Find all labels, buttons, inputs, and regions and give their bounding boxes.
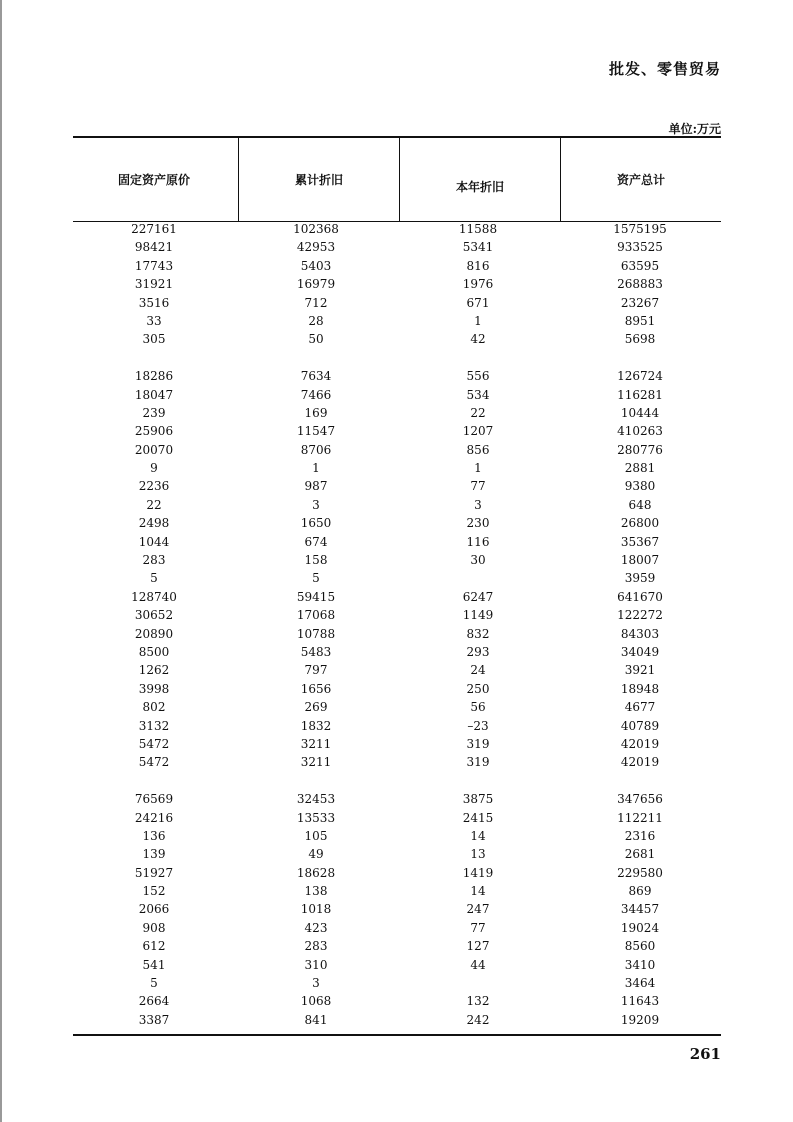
annual-depreciation-cell: 3875 bbox=[462, 792, 494, 807]
table-row bbox=[73, 992, 721, 1010]
total-assets-cell: 2681 bbox=[624, 847, 656, 862]
original-value-cell: 5 bbox=[150, 976, 158, 991]
accumulated-depreciation-cell: 42953 bbox=[296, 240, 336, 255]
total-assets-cell: 869 bbox=[628, 884, 652, 899]
total-assets-cell: 84303 bbox=[620, 626, 660, 641]
accumulated-depreciation-cell: 3 bbox=[312, 497, 320, 512]
annual-depreciation-cell: 2415 bbox=[462, 810, 494, 825]
page-left-edge bbox=[0, 0, 2, 1122]
total-assets-cell: 63595 bbox=[620, 258, 660, 273]
table-row bbox=[73, 312, 721, 330]
accumulated-depreciation-cell: 102368 bbox=[293, 222, 339, 236]
total-assets-cell: 2881 bbox=[624, 461, 656, 476]
accumulated-depreciation-cell: 169 bbox=[304, 405, 328, 420]
accumulated-depreciation-cell: 310 bbox=[304, 957, 328, 972]
original-value-cell: 98421 bbox=[134, 240, 174, 255]
table-row bbox=[73, 680, 721, 698]
accumulated-depreciation-cell: 59415 bbox=[296, 589, 336, 604]
table-row bbox=[73, 900, 721, 918]
original-value-cell: 30652 bbox=[134, 608, 174, 623]
original-value-cell: 3387 bbox=[138, 1012, 170, 1027]
total-assets-cell: 229580 bbox=[617, 865, 663, 880]
annual-depreciation-cell: 247 bbox=[466, 902, 490, 917]
table-row bbox=[73, 496, 721, 514]
annual-depreciation-cell: 116 bbox=[466, 534, 490, 549]
total-assets-cell bbox=[559, 772, 721, 790]
original-value-cell: 227161 bbox=[131, 222, 177, 236]
original-value-cell: 128740 bbox=[131, 589, 177, 604]
accumulated-depreciation-cell: 674 bbox=[304, 534, 328, 549]
annual-depreciation-cell: 3 bbox=[474, 497, 482, 512]
original-value-cell: 283 bbox=[142, 553, 166, 568]
table-row bbox=[73, 606, 721, 624]
accumulated-depreciation-cell: 269 bbox=[304, 700, 328, 715]
original-value-cell: 9 bbox=[150, 461, 158, 476]
accumulated-depreciation-cell: 1656 bbox=[300, 681, 332, 696]
table-row bbox=[73, 404, 721, 422]
total-assets-cell: 641670 bbox=[617, 589, 663, 604]
accumulated-depreciation-cell: 1650 bbox=[300, 516, 332, 531]
annual-depreciation-cell: 14 bbox=[470, 828, 486, 843]
annual-depreciation-cell: 42 bbox=[470, 332, 486, 347]
total-assets-cell bbox=[559, 349, 721, 367]
total-assets-cell: 42019 bbox=[620, 755, 660, 770]
table-bottom-rule bbox=[73, 1034, 721, 1036]
table-row bbox=[73, 790, 721, 808]
accumulated-depreciation-cell: 5483 bbox=[300, 644, 332, 659]
annual-depreciation-cell: 319 bbox=[466, 736, 490, 751]
original-value-cell: 5 bbox=[150, 571, 158, 586]
original-value-cell: 305 bbox=[142, 332, 166, 347]
original-value-cell bbox=[73, 772, 235, 790]
annual-depreciation-cell: 1419 bbox=[462, 865, 494, 880]
table-row bbox=[73, 386, 721, 404]
annual-depreciation-cell bbox=[397, 974, 559, 992]
annual-depreciation-cell: 293 bbox=[466, 644, 490, 659]
annual-depreciation-cell: 319 bbox=[466, 755, 490, 770]
original-value-cell: 76569 bbox=[134, 792, 174, 807]
table-row bbox=[73, 882, 721, 900]
table-row bbox=[73, 349, 721, 367]
total-assets-cell: 26800 bbox=[620, 516, 660, 531]
accumulated-depreciation-cell: 423 bbox=[304, 920, 328, 935]
annual-depreciation-cell: 11588 bbox=[458, 222, 498, 236]
table-row bbox=[73, 330, 721, 348]
accumulated-depreciation-cell: 841 bbox=[304, 1012, 328, 1027]
accumulated-depreciation-cell: 18628 bbox=[296, 865, 336, 880]
original-value-cell: 22 bbox=[146, 497, 162, 512]
annual-depreciation-cell: 1976 bbox=[462, 277, 494, 292]
original-value-cell: 33 bbox=[146, 313, 162, 328]
section-title: 批发、零售贸易 bbox=[608, 60, 721, 78]
table-row bbox=[73, 919, 721, 937]
annual-depreciation-cell: 132 bbox=[466, 994, 490, 1009]
total-assets-cell: 34049 bbox=[620, 644, 660, 659]
column-header-original-value: 固定资产原价 bbox=[117, 173, 190, 187]
accumulated-depreciation-cell: 13533 bbox=[296, 810, 336, 825]
original-value-cell: 139 bbox=[142, 847, 166, 862]
total-assets-cell: 126724 bbox=[617, 369, 663, 384]
total-assets-cell: 11643 bbox=[620, 994, 660, 1009]
annual-depreciation-cell: 5341 bbox=[462, 240, 494, 255]
total-assets-cell: 280776 bbox=[617, 442, 663, 457]
original-value-cell: 1262 bbox=[138, 663, 170, 678]
accumulated-depreciation-cell: 158 bbox=[304, 553, 328, 568]
table-row bbox=[73, 533, 721, 551]
table-row bbox=[73, 643, 721, 661]
total-assets-cell: 122272 bbox=[617, 608, 663, 623]
original-value-cell: 136 bbox=[142, 828, 166, 843]
original-value-cell: 5472 bbox=[138, 736, 170, 751]
accumulated-depreciation-cell: 3211 bbox=[300, 755, 332, 770]
total-assets-cell: 8560 bbox=[624, 939, 656, 954]
table-row bbox=[73, 735, 721, 753]
original-value-cell: 802 bbox=[142, 700, 166, 715]
accumulated-depreciation-cell: 1832 bbox=[300, 718, 332, 733]
original-value-cell: 17743 bbox=[134, 258, 174, 273]
total-assets-cell: 19024 bbox=[620, 920, 660, 935]
annual-depreciation-cell: 77 bbox=[470, 920, 486, 935]
accumulated-depreciation-cell: 1068 bbox=[300, 994, 332, 1009]
total-assets-cell: 34457 bbox=[620, 902, 660, 917]
accumulated-depreciation-cell: 138 bbox=[304, 884, 328, 899]
annual-depreciation-cell: 556 bbox=[466, 369, 490, 384]
total-assets-cell: 42019 bbox=[620, 736, 660, 751]
total-assets-cell: 1575195 bbox=[613, 222, 667, 236]
annual-depreciation-cell: 1207 bbox=[462, 424, 494, 439]
total-assets-cell: 2316 bbox=[624, 828, 656, 843]
total-assets-cell: 112211 bbox=[617, 810, 663, 825]
original-value-cell: 3132 bbox=[138, 718, 170, 733]
annual-depreciation-cell: 1 bbox=[474, 313, 482, 328]
accumulated-depreciation-cell: 49 bbox=[308, 847, 324, 862]
annual-depreciation-cell: 127 bbox=[466, 939, 490, 954]
table-row bbox=[73, 294, 721, 312]
accumulated-depreciation-cell: 1018 bbox=[300, 902, 332, 917]
table-row bbox=[73, 477, 721, 495]
annual-depreciation-cell: –23 bbox=[467, 718, 489, 733]
original-value-cell: 2236 bbox=[138, 479, 170, 494]
total-assets-cell: 9380 bbox=[624, 479, 656, 494]
annual-depreciation-cell: 1149 bbox=[462, 608, 494, 623]
table-row bbox=[73, 845, 721, 863]
total-assets-cell: 35367 bbox=[620, 534, 660, 549]
accumulated-depreciation-cell: 11547 bbox=[296, 424, 336, 439]
accumulated-depreciation-cell: 17068 bbox=[296, 608, 336, 623]
total-assets-cell: 648 bbox=[628, 497, 652, 512]
original-value-cell: 18286 bbox=[134, 369, 174, 384]
table-row bbox=[73, 275, 721, 293]
total-assets-cell: 18948 bbox=[620, 681, 660, 696]
annual-depreciation-cell: 77 bbox=[470, 479, 486, 494]
annual-depreciation-cell: 832 bbox=[466, 626, 490, 641]
annual-depreciation-cell: 24 bbox=[470, 663, 486, 678]
total-assets-cell: 3959 bbox=[624, 571, 656, 586]
accumulated-depreciation-cell: 1 bbox=[312, 461, 320, 476]
accumulated-depreciation-cell: 283 bbox=[304, 939, 328, 954]
table-row bbox=[73, 956, 721, 974]
original-value-cell: 20890 bbox=[134, 626, 174, 641]
original-value-cell: 18047 bbox=[134, 387, 174, 402]
total-assets-cell: 8951 bbox=[624, 313, 656, 328]
total-assets-cell: 268883 bbox=[617, 277, 663, 292]
original-value-cell: 51927 bbox=[134, 865, 174, 880]
accumulated-depreciation-cell: 7466 bbox=[300, 387, 332, 402]
table-row bbox=[73, 772, 721, 790]
total-assets-cell: 347656 bbox=[617, 792, 663, 807]
annual-depreciation-cell: 856 bbox=[466, 442, 490, 457]
total-assets-cell: 410263 bbox=[617, 424, 663, 439]
column-header-total-assets: 资产总计 bbox=[616, 173, 665, 187]
total-assets-cell: 18007 bbox=[620, 553, 660, 568]
total-assets-cell: 4677 bbox=[624, 700, 656, 715]
total-assets-cell: 23267 bbox=[620, 295, 660, 310]
annual-depreciation-cell: 671 bbox=[466, 295, 490, 310]
column-header-annual-depreciation: 本年折旧 bbox=[455, 180, 504, 194]
accumulated-depreciation-cell bbox=[235, 772, 397, 790]
original-value-cell: 5472 bbox=[138, 755, 170, 770]
table-row bbox=[73, 551, 721, 569]
annual-depreciation-cell: 6247 bbox=[462, 589, 494, 604]
accumulated-depreciation-cell: 16979 bbox=[296, 277, 336, 292]
table-row bbox=[73, 809, 721, 827]
original-value-cell: 908 bbox=[142, 920, 166, 935]
table-row bbox=[73, 661, 721, 679]
original-value-cell: 152 bbox=[142, 884, 166, 899]
annual-depreciation-cell: 14 bbox=[470, 884, 486, 899]
original-value-cell: 3516 bbox=[138, 295, 170, 310]
table-row bbox=[73, 827, 721, 845]
annual-depreciation-cell: 534 bbox=[466, 387, 490, 402]
accumulated-depreciation-cell: 8706 bbox=[300, 442, 332, 457]
table-row bbox=[73, 514, 721, 532]
accumulated-depreciation-cell: 3211 bbox=[300, 736, 332, 751]
original-value-cell: 8500 bbox=[138, 644, 170, 659]
accumulated-depreciation-cell: 28 bbox=[308, 313, 324, 328]
annual-depreciation-cell: 1 bbox=[474, 461, 482, 476]
annual-depreciation-cell: 242 bbox=[466, 1012, 490, 1027]
annual-depreciation-cell: 230 bbox=[466, 516, 490, 531]
accumulated-depreciation-cell: 797 bbox=[304, 663, 328, 678]
accumulated-depreciation-cell bbox=[235, 349, 397, 367]
annual-depreciation-cell: 30 bbox=[470, 553, 486, 568]
table-row bbox=[73, 220, 721, 238]
annual-depreciation-cell bbox=[397, 772, 559, 790]
total-assets-cell: 40789 bbox=[620, 718, 660, 733]
total-assets-cell: 3921 bbox=[624, 663, 656, 678]
table-row bbox=[73, 717, 721, 735]
total-assets-cell: 5698 bbox=[624, 332, 656, 347]
total-assets-cell: 116281 bbox=[617, 387, 663, 402]
table-row bbox=[73, 937, 721, 955]
total-assets-cell: 933525 bbox=[617, 240, 663, 255]
table-row bbox=[73, 422, 721, 440]
original-value-cell: 24216 bbox=[134, 810, 174, 825]
total-assets-cell: 3410 bbox=[624, 957, 656, 972]
page-number: 261 bbox=[689, 1045, 721, 1063]
table-body bbox=[73, 220, 721, 1029]
accumulated-depreciation-cell: 712 bbox=[304, 295, 328, 310]
original-value-cell: 25906 bbox=[134, 424, 174, 439]
original-value-cell: 2664 bbox=[138, 994, 170, 1009]
annual-depreciation-cell: 22 bbox=[470, 405, 486, 420]
original-value-cell: 2066 bbox=[138, 902, 170, 917]
table-row bbox=[73, 1011, 721, 1029]
original-value-cell: 1044 bbox=[138, 534, 170, 549]
accumulated-depreciation-cell: 987 bbox=[304, 479, 328, 494]
annual-depreciation-cell: 44 bbox=[470, 957, 486, 972]
table-row bbox=[73, 569, 721, 587]
table-row bbox=[73, 974, 721, 992]
table-row bbox=[73, 367, 721, 385]
total-assets-cell: 19209 bbox=[620, 1012, 660, 1027]
total-assets-cell: 3464 bbox=[624, 976, 656, 991]
unit-label: 单位:万元 bbox=[668, 122, 721, 136]
annual-depreciation-cell: 250 bbox=[466, 681, 490, 696]
table-row bbox=[73, 864, 721, 882]
annual-depreciation-cell bbox=[397, 349, 559, 367]
original-value-cell: 541 bbox=[142, 957, 166, 972]
original-value-cell: 2498 bbox=[138, 516, 170, 531]
table-row bbox=[73, 698, 721, 716]
table-row bbox=[73, 625, 721, 643]
accumulated-depreciation-cell: 7634 bbox=[300, 369, 332, 384]
table-row bbox=[73, 441, 721, 459]
accumulated-depreciation-cell: 10788 bbox=[296, 626, 336, 641]
accumulated-depreciation-cell: 3 bbox=[312, 976, 320, 991]
table-row bbox=[73, 238, 721, 256]
original-value-cell: 3998 bbox=[138, 681, 170, 696]
table-row bbox=[73, 257, 721, 275]
original-value-cell: 20070 bbox=[134, 442, 174, 457]
original-value-cell bbox=[73, 349, 235, 367]
annual-depreciation-cell: 13 bbox=[470, 847, 486, 862]
annual-depreciation-cell: 56 bbox=[470, 700, 486, 715]
column-header-accumulated-depreciation: 累计折旧 bbox=[294, 173, 343, 187]
table-row bbox=[73, 459, 721, 477]
original-value-cell: 239 bbox=[142, 405, 166, 420]
annual-depreciation-cell: 816 bbox=[466, 258, 490, 273]
table-row bbox=[73, 588, 721, 606]
original-value-cell: 612 bbox=[142, 939, 166, 954]
accumulated-depreciation-cell: 50 bbox=[308, 332, 324, 347]
original-value-cell: 31921 bbox=[134, 277, 174, 292]
accumulated-depreciation-cell: 32453 bbox=[296, 792, 336, 807]
annual-depreciation-cell bbox=[397, 569, 559, 587]
accumulated-depreciation-cell: 5403 bbox=[300, 258, 332, 273]
table-row bbox=[73, 753, 721, 771]
total-assets-cell: 10444 bbox=[620, 405, 660, 420]
accumulated-depreciation-cell: 105 bbox=[304, 828, 328, 843]
accumulated-depreciation-cell: 5 bbox=[312, 571, 320, 586]
